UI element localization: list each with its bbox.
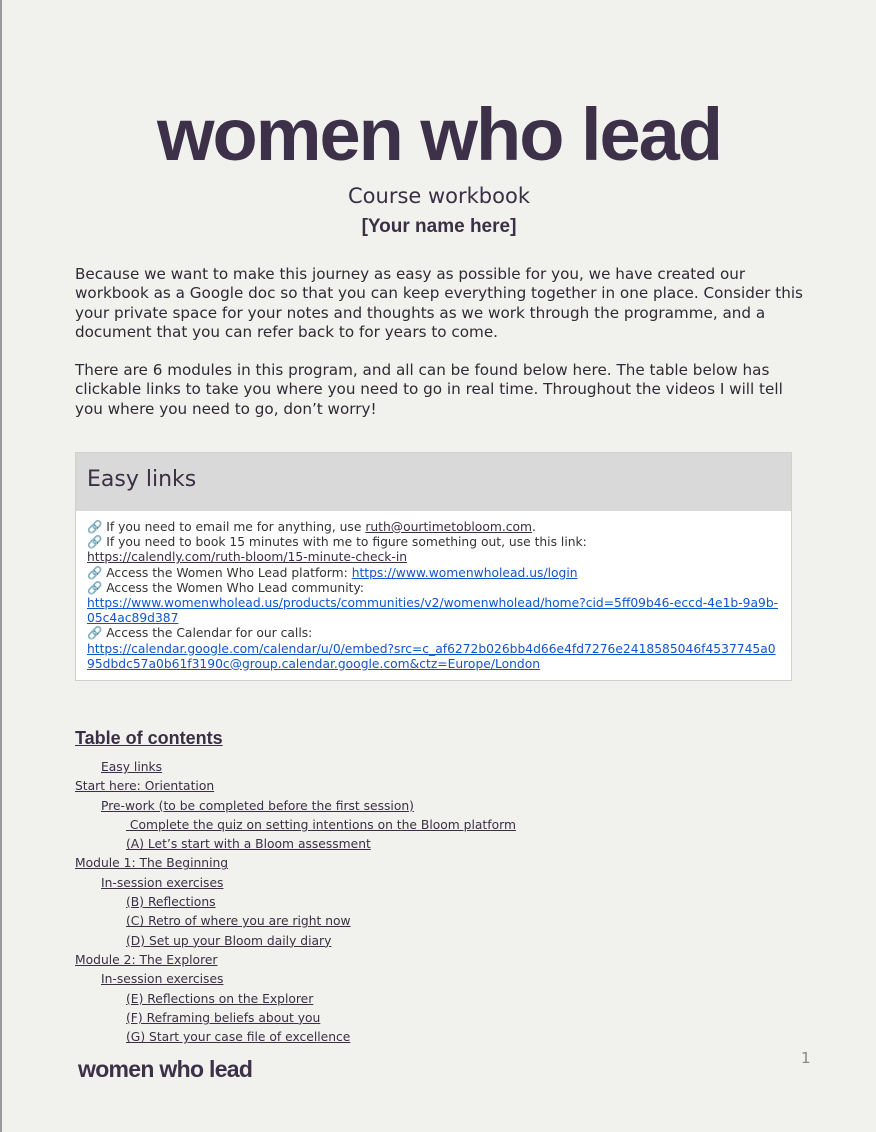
toc-heading: Table of contents xyxy=(75,728,223,748)
community-text: Access the Women Who Lead community: xyxy=(106,580,364,595)
toc-link[interactable]: (D) Set up your Bloom daily diary xyxy=(126,933,332,948)
platform-link[interactable]: https://www.womenwholead.us/login xyxy=(351,565,578,580)
link-icon: 🔗 xyxy=(87,565,103,580)
toc-link[interactable]: Module 1: The Beginning xyxy=(75,856,229,871)
toc-link[interactable]: (C) Retro of where you are right now xyxy=(126,914,351,929)
page-number: 1 xyxy=(801,1049,811,1067)
easy-links-box: Easy links 🔗 If you need to email me for anything, use ruth@ourtimetobloom.com. 🔗 If you need to book 15 minutes with me to figure something out, use this link: https://calendly.com/ruth-bloom/15-minute-check-in 🔗 Access the Women Who Lead platform: https://www.womenwholead.us/login 🔗 Access the Women Who Lead community: https://www.womenwholead.us/products/communities/v2/womenwholead/home?cid=5ff09b46-eccd-4e1b-9a9b-05c4ac89d387 🔗 Access the Calendar for our calls: https://calendar.google.com/calendar/u/0/embed?src=c_af6272b026bb4d66e4fd7276e2418585046f4537745a095dbdc57a0b61f3190c@group.calendar.google.com&ctz=Europe/London xyxy=(75,452,792,681)
footer-logo: women who lead xyxy=(78,1056,253,1082)
email-text: If you need to email me for anything, use xyxy=(106,520,366,534)
platform-text: Access the Women Who Lead platform: xyxy=(106,565,352,580)
calendar-link[interactable]: https://calendar.google.com/calendar/u/0/embed?src=c_af6272b026bb4d66e4fd7276e2418585046f4537745a095dbdc57a0b61f3190c@group.calendar.google.com&ctz=Europe/London xyxy=(87,641,776,671)
community-link[interactable]: https://www.womenwholead.us/products/communities/v2/womenwholead/home?cid=5ff09b46-eccd-4e1b-9a9b-05c4ac89d387 xyxy=(87,596,779,626)
toc-link[interactable]: Module 2: The Explorer xyxy=(75,952,218,967)
link-icon: 🔗 xyxy=(87,520,103,534)
toc-link[interactable]: Complete the quiz on setting intentions on the Bloom platform xyxy=(126,817,516,832)
toc-link[interactable]: Pre-work (to be completed before the first session) xyxy=(101,798,414,813)
toc-link[interactable]: (F) Reframing beliefs about you xyxy=(126,1010,321,1025)
intro-paragraph-1: Because we want to make this journey as easy as possible for you, we have created our workbook as a Google doc so that you can keep everything together in one place. Consider this your private space for your notes and thoughts as we work through the programme, and a document that you can refer back to for years to come. xyxy=(75,265,803,341)
table-of-contents xyxy=(75,758,516,1047)
toc-link[interactable]: Start here: Orientation xyxy=(75,779,215,794)
toc-link[interactable]: In-session exercises xyxy=(101,875,224,890)
email-link[interactable]: ruth@ourtimetobloom.com xyxy=(365,520,533,534)
toc-link[interactable]: (A) Let’s start with a Bloom assessment xyxy=(126,837,371,852)
women-who-lead-logo: women who lead xyxy=(156,93,722,176)
calendar-text: Access the Calendar for our calls: xyxy=(106,626,313,641)
book-text: If you need to book 15 minutes with me to figure something out, use this link: xyxy=(106,535,587,550)
toc-link[interactable]: (E) Reflections on the Explorer xyxy=(126,991,314,1006)
name-placeholder[interactable]: [Your name here] xyxy=(361,216,517,237)
toc-link[interactable]: In-session exercises xyxy=(101,972,224,987)
easy-links-heading: Easy links xyxy=(76,453,791,511)
link-icon: 🔗 xyxy=(87,626,103,641)
intro-paragraph-2: There are 6 modules in this program, and all can be found below here. The table below has clickable links to take you where you need to go in real time. Throughout the videos I will tell you where you need to go, don’t worry! xyxy=(75,361,783,418)
calendly-link[interactable]: https://calendly.com/ruth-bloom/15-minute-check-in xyxy=(87,550,408,565)
toc-link[interactable]: (G) Start your case file of excellence xyxy=(126,1030,351,1045)
link-icon: 🔗 xyxy=(87,535,103,550)
toc-link[interactable]: (B) Reflections xyxy=(126,895,216,910)
toc-link[interactable]: Easy links xyxy=(101,760,163,774)
document-subtitle: Course workbook xyxy=(348,184,530,208)
link-icon: 🔗 xyxy=(87,580,103,595)
